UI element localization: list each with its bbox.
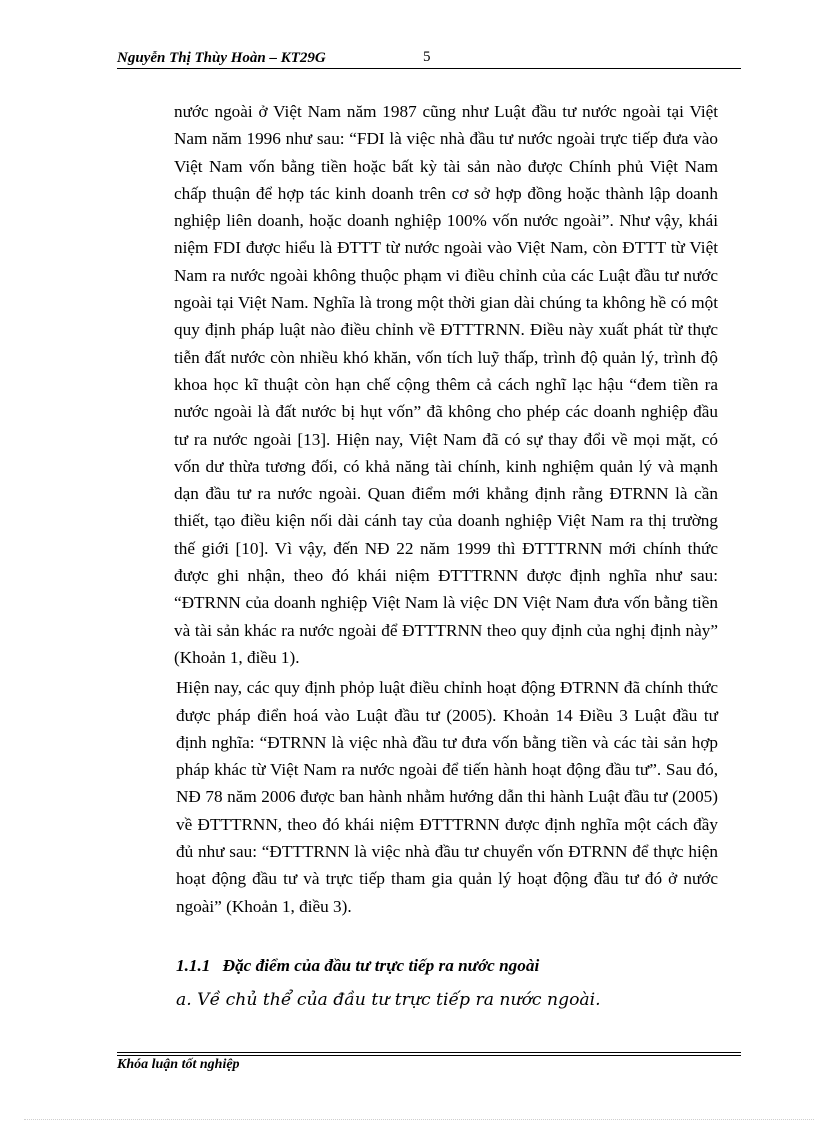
paragraph-1-lead: nước ngoài ở Việt Nam năm 1987 cũng như Luật đầu tư nước ngoài — [174, 102, 661, 121]
header-author: Nguyễn Thị Thùy Hoàn – KT29G — [117, 50, 326, 66]
page-number: 5 — [423, 49, 431, 65]
section-heading — [176, 956, 539, 976]
page-header — [117, 48, 741, 70]
footer-rule-thin — [117, 1055, 741, 1056]
section-number: 1.1.1 — [176, 956, 211, 975]
header-rule — [117, 68, 741, 69]
page-edge — [24, 1119, 814, 1120]
footer-rule — [117, 1052, 741, 1053]
paragraph-2-rest: chính thức được pháp điển hoá vào Luật đầu tư (2005). Khoản 14 Điều 3 Luật đầu tư định nghĩa: “ĐTRNN là việc nhà đầu tư đưa vốn bằng tiền và các tài sản hợp pháp khác từ Việt Nam ra nước ngoài để tiến hành hoạt động đầu tư”. Sau đó, NĐ 78 năm 2006 được ban hành nhằm hướng dẫn thi hành Luật đầu tư (2005) về ĐTTTRNN, theo đó khái niệm ĐTTTRNN được định nghĩa một cách đầy đủ như sau: “ĐTTTRNN là việc nhà đầu tư chuyển vốn ĐTRNN để thực hiện hoạt động đầu tư và trực tiếp tham gia quản lý hoạt động đầu tư đó ở nước ngoài” (Khoản 1, điều 3). — [176, 678, 719, 916]
footer-text: Khóa luận tốt nghiệp — [117, 1057, 240, 1072]
body-text — [176, 98, 718, 920]
paragraph-2-lead: Hiện nay, các quy định phỏp luật điều chỉnh hoạt động ĐTRNN đã — [176, 678, 641, 698]
subsection-heading: a. Về chủ thể của đầu tư trực tiếp ra nước ngoài. — [176, 990, 601, 1010]
section-title: Đặc điểm của đầu tư trực tiếp ra nước ngoài — [222, 956, 540, 975]
paragraph-1 — [174, 98, 718, 671]
paragraph-2 — [176, 674, 718, 920]
paragraph-1-rest: tại Việt Nam năm 1996 như sau: “FDI là việc nhà đầu tư nước ngoài trực tiếp đưa vào Việt Nam vốn bằng tiền hoặc bất kỳ tài sản nào được Chính phủ Việt Nam chấp thuận để hợp tác kinh doanh trên cơ sở hợp đồng hoặc thành lập doanh nghiệp liên doanh, hoặc doanh nghiệp 100% vốn nước ngoài”. Như vậy, khái niệm FDI được hiểu là ĐTTT từ nước ngoài vào Việt Nam, còn ĐTTT từ Việt Nam ra nước ngoài không thuộc phạm vi điều chỉnh của các Luật đầu tư nước ngoài tại Việt Nam. Nghĩa là trong một thời gian dài chúng ta không hề có một quy định pháp luật nào điều chỉnh về ĐTTTRNN. Điều này xuất phát từ thực tiễn đất nước còn nhiều khó khăn, vốn tích luỹ thấp, trình độ quản lý, trình độ khoa học kĩ thuật còn hạn chế cộng thêm cả cách nghĩ lạc hậu “đem tiền ra nước ngoài là đất nước bị hụt vốn” đã không cho phép các doanh nghiệp đầu tư ra nước ngoài [13]. Hiện nay, Việt Nam đã có sự thay đổi về mọi mặt, có vốn dư thừa tương đối, có khả năng tài chính, kinh nghiệm quản lý và mạnh dạn đầu tư ra nước ngoài. Quan điểm mới khẳng định rằng ĐTRNN là cần thiết, tạo điều kiện nối dài cánh tay của doanh nghiệp Việt Nam ra thị trường thế giới [10]. Vì vậy, đến NĐ 22 năm 1999 thì ĐTTTRNN mới chính thức được ghi nhận, theo đó khái niệm ĐTTTRNN được định nghĩa như sau: “ĐTRNN của doanh nghiệp Việt Nam là việc DN Việt Nam đưa vốn bằng tiền và tài sản khác ra nước ngoài để ĐTTTRNN theo quy định của nghị định này” (Khoản 1, điều 1). — [174, 102, 719, 667]
